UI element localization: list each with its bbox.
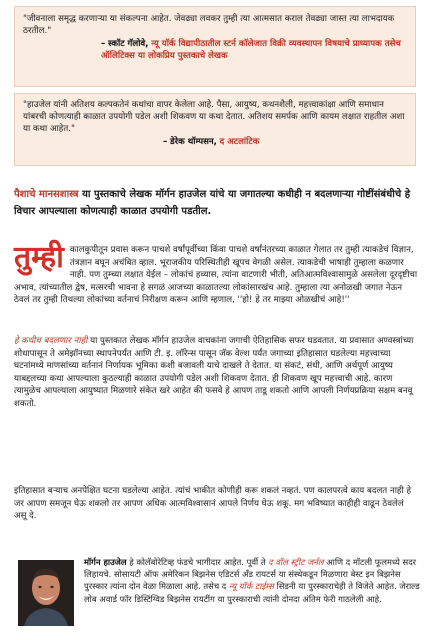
attribution-dash: – xyxy=(101,39,106,50)
quote-source: न्यू यॉर्क विद्यापीठातील स्टर्न कॉलेजात विक्री व्यवस्थापन विषयाचे प्राध्यापक तसेच ऑलिटिक्स या लोकप्रिय पुस्तकाचे लेखक xyxy=(101,39,401,62)
author-name: मॉर्गन हाउजेल xyxy=(84,557,127,567)
paragraph-2 xyxy=(14,335,418,411)
quote-author: स्कॉट गॅलोवे, xyxy=(108,39,149,50)
intro-text: या पुस्तकाचे लेखक मॉर्गन हाउजेल यांचे या जगातल्या कधीही न बदलणाऱ्या गोष्टींसंबंधीचे हे विचार आपल्याला कोणत्याही काळात उपयोगी पडतील. xyxy=(14,189,411,217)
bio-text: हे कोलॅबोरेटिव्ह फंडचे भागीदार आहेत. पूर्वी ते xyxy=(126,557,269,567)
author-portrait-icon xyxy=(18,560,74,626)
quote-box-thompson xyxy=(14,93,416,166)
intro-statement xyxy=(14,186,418,220)
paragraph-1 xyxy=(14,240,418,307)
paragraph-3 xyxy=(14,485,418,523)
book-title-highlight: हे कधीच बदलणार नाही xyxy=(14,336,88,346)
quote-text: "हाउजेल यांनी अतिशय कल्पकतेनं कथांचा वापर केलेला आहे. पैसा, आयुष्य, कथनशैली, महत्त्वाकांक्षा आणि समाधान यांबरची कोणत्याही काळात उपयोगी पडेल अशी शिकवण या कथा देतात. अतिशय समर्पक आणि कायम लक्षात राहतील अशा या कथा आहेत." xyxy=(23,100,405,135)
paragraph-text: या पुस्तकात लेखक मॉर्गन हाउजेल वाचकांना जगाची ऐतिहासिक सफर घडवतात. या प्रवासात अण्वस्त्रांच्या शोधापासून ते अमेझॉनच्या स्थापनेपर्यंत आणि टी. इ. लॉरेन्स पासून जॅक वेल्श पर्यंत जगाच्या इतिहासात घडलेल्या महत्त्वाच्या घटनांमध्ये माणसांच्या वर्तनानं निर्णायक भूमिका कशी बजावली याचे दाखले ते देतात. या संकटं, संधी, आणि अर्थपूर्ण आयुष्य याबद्दलच्या कथा आपल्याला कुठल्याही काळात उपयोगी पडेल अशी शिकवण देतात. ही शिकवण खूप महत्त्वाची आहे. कारण त्यामुळेच आपल्याला आयुष्यात मिळणारे संकेत खरे आहेत की फसवे हे आपण ताडू शकतो आणि आपली निर्णयप्रक्रिया सक्षम बनवू शकतो. xyxy=(14,336,414,409)
quote-box-galloway xyxy=(14,6,416,87)
quote-attribution xyxy=(23,38,407,62)
publication-name: न्यू यॉर्क टाईम्स xyxy=(228,581,274,592)
bio-text: आणि द मॉटली फूलमध्ये सदर लिहायचे. सोसायटी ऑफ अमेरिकन बिझनेस एडिटर्स अँड रायटर्स या संस्थेकडून मिळणारा बेस्ट इन बिझनेस पुरस्कार त्यांना दोन वेळा मिळाला आहे. तसेच द xyxy=(84,557,417,592)
bio-text: सिडनी या पुरस्काराचेही ते विजेते आहेत. जेराल्ड लोब अवार्ड फॉर डिस्टिंग्विड बिझनेस रायटींग या पुरस्काराची त्यांनी दोनदा अंतिम फेरी गाठलेली आहे. xyxy=(84,581,420,604)
drop-cap-word: तुम्ही xyxy=(14,240,64,275)
attribution-dash: – xyxy=(163,136,168,147)
quote-source: द अटलांटिक xyxy=(219,136,260,147)
quote-text: "जीवनाला समृद्ध करणाऱ्या या संकल्पना आहेत. जेवढ्या लवकर तुम्ही त्या आत्मसात कराल तेवढ्या जास्त त्या लाभदायक ठरतील." xyxy=(23,14,395,37)
quote-attribution xyxy=(23,136,407,148)
quote-author: डेरेक थॉम्पसन, xyxy=(170,136,217,147)
paragraph-text: इतिहासात बऱ्याच अनपेक्षित घटना घडलेल्या आहेत. त्यांचं भाकीत कोणीही करू शकलं नव्हतं. पण कालपरत्वे काय बदलत नाही हे जर आपण समजून घेऊ शकलो तर आपण अधिक आत्मविश्वासानं आपले निर्णय घेऊ शकू. मग भविष्यात काहीही वाढून ठेवलेलं असू दे. xyxy=(14,486,412,522)
author-bio xyxy=(84,556,420,605)
author-photo xyxy=(18,560,74,626)
publication-name: द वॉल स्ट्रीट जर्नल xyxy=(268,557,324,567)
book-title: पैशाचे मानसशास्त्र xyxy=(14,189,79,200)
paragraph-text: कालकुपीतून प्रवास करून पाचशे वर्षांपूर्वीच्या किंवा पाचशे वर्षांनंतरच्या काळात गेलात तर तुम्ही त्याकडेचं विज्ञान, तंत्रज्ञान बघून अचंबित व्हाल. भूराजकीय परिस्थितीही खूपच वेगळी असेल. त्याकडेची भाषाही तुम्हाला कळणार नाही. पण तुम्च्या लक्षात येईल – लोकांचं हव्यास, त्यांना वाटणारी भीती, अतिआत्मविश्वासामुळे असलेला दूरदृष्टीचा अभाव, त्यांच्यातील द्वेष, मत्सरची भावना हे सगळं आजच्या काळातल्या लोकांसारखंच आहे. तुम्हाला त्या अनोळखी जगात नेऊन ठेवलं तर तुम्ही तिथल्या लोकांच्या वर्तनाचं निरीक्षण करून आणि म्हणाल, ''हो! हे तर माझ्या ओळखीचं आहे!'' xyxy=(14,245,418,306)
